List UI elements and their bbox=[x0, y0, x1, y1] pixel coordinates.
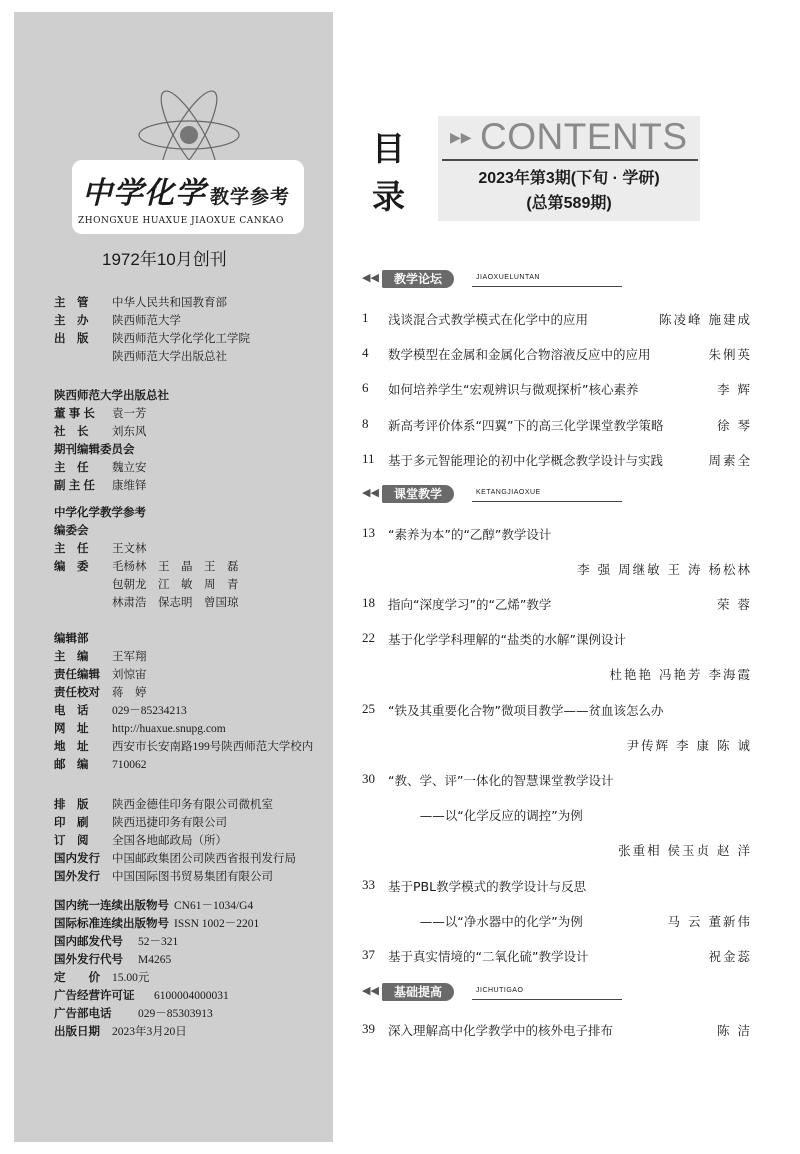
info-row: 国外发行代号 M4265 bbox=[54, 954, 172, 966]
info-row: 订 阅 全国各地邮政局（所） bbox=[54, 835, 227, 847]
article-title: “铁及其重要化合物”微项目教学——贫血该怎么办 bbox=[388, 703, 664, 718]
page-number: 4 bbox=[362, 345, 369, 360]
article-subtitle: ——以“化学反应的调控”为例 bbox=[388, 808, 583, 823]
page-number: 22 bbox=[362, 630, 375, 645]
article-authors: 周素全 bbox=[708, 453, 752, 468]
info-row: 国外发行 中国国际图书贸易集团有限公司 bbox=[54, 871, 273, 883]
info-row: 出 版 陕西师范大学化学化工学院 bbox=[54, 333, 250, 345]
info-row: 定 价 15.00元 bbox=[54, 972, 150, 984]
page-number: 18 bbox=[362, 595, 375, 610]
info-row: 责任校对 蒋 婷 bbox=[54, 687, 147, 699]
divider bbox=[472, 999, 622, 1000]
info-row: 网 址 http://huaxue.snupg.com bbox=[54, 723, 226, 735]
info-row: 出版日期 2023年3月20日 bbox=[54, 1026, 187, 1038]
article-subtitle: ——以“净水器中的化学”为例 bbox=[388, 914, 583, 929]
info-row: 国内统一连续出版物号 CN61－1034/G4 bbox=[54, 900, 254, 912]
double-arrow-icon: ◀◀ bbox=[362, 271, 379, 284]
article-authors: 陈凌峰 施建成 bbox=[659, 312, 752, 327]
logo-title: 中学化学 教学参考 bbox=[82, 176, 291, 211]
section-title: 基础提高 bbox=[382, 983, 454, 1001]
info-row: 责任编辑 刘惊宙 bbox=[54, 669, 147, 681]
page-number: 6 bbox=[362, 380, 369, 395]
double-arrow-icon: ◀◀ bbox=[362, 984, 379, 997]
info-row: 排 版 陕西金德佳印务有限公司微机室 bbox=[54, 799, 273, 811]
issue-number: 2023年第3期(下旬 · 学研) bbox=[478, 170, 660, 187]
info-row: 陕西师范大学出版总社 bbox=[112, 351, 227, 363]
founded-date: 1972年10月创刊 bbox=[102, 250, 227, 269]
double-arrow-icon: ▶▶ bbox=[450, 130, 472, 146]
toc-heading-char: 目 bbox=[372, 129, 405, 168]
page-number: 13 bbox=[362, 525, 375, 540]
info-row: 主 办 陕西师范大学 bbox=[54, 315, 181, 327]
article-title: 指向“深度学习”的“乙烯”教学 bbox=[388, 597, 552, 612]
page-number: 30 bbox=[362, 771, 375, 786]
article-title: 基于PBL教学模式的教学设计与反思 bbox=[388, 879, 587, 894]
info-row: 地 址 西安市长安南路199号陕西师范大学校内 bbox=[54, 741, 314, 753]
info-row: 主 管 中华人民共和国教育部 bbox=[54, 297, 227, 309]
article-title: 数学模型在金属和金属化合物溶液反应中的应用 bbox=[388, 347, 651, 362]
article-authors: 荣 蓉 bbox=[717, 597, 752, 612]
divider bbox=[472, 286, 622, 287]
double-arrow-icon: ◀◀ bbox=[362, 486, 379, 499]
publisher-info bbox=[54, 294, 250, 366]
info-heading: 陕西师范大学出版总社 bbox=[54, 390, 169, 402]
contents-header bbox=[438, 116, 700, 221]
article-title: 深入理解高中化学教学中的核外电子排布 bbox=[388, 1023, 614, 1038]
section-header bbox=[362, 485, 622, 505]
section-header bbox=[362, 270, 622, 290]
section-header bbox=[362, 983, 622, 1003]
editorial-board bbox=[54, 504, 239, 612]
info-row: 印 刷 陕西迅捷印务有限公司 bbox=[54, 817, 227, 829]
page-number: 11 bbox=[362, 451, 375, 466]
journal-logo bbox=[72, 160, 304, 234]
article-title: “素养为本”的“乙醇”教学设计 bbox=[388, 527, 552, 542]
info-row: 广告部电话 029－85303913 bbox=[54, 1008, 213, 1020]
info-row: 广告经营许可证 6100004000031 bbox=[54, 990, 229, 1002]
page-number: 1 bbox=[362, 310, 369, 325]
info-row: 林肃浩 保志明 曾国琼 bbox=[112, 597, 239, 609]
article-authors: 马 云 董新伟 bbox=[667, 914, 752, 929]
divider bbox=[442, 159, 698, 161]
section-pinyin: KETANGJIAOXUE bbox=[476, 489, 541, 496]
info-row: 主 编 王军翔 bbox=[54, 651, 147, 663]
issue-total: (总第589期) bbox=[526, 195, 612, 212]
info-heading: 编委会 bbox=[54, 525, 89, 537]
press-info bbox=[54, 387, 169, 495]
info-row: 主 任 魏立安 bbox=[54, 462, 147, 474]
divider bbox=[472, 501, 622, 502]
info-row: 董 事 长 袁一芳 bbox=[54, 408, 147, 420]
info-row: 电 话 029－85234213 bbox=[54, 705, 187, 717]
info-row: 社 长 刘东风 bbox=[54, 426, 147, 438]
article-authors: 李 强 周继敏 王 涛 杨松林 bbox=[577, 562, 752, 577]
info-heading: 编辑部 bbox=[54, 633, 89, 645]
page-number: 8 bbox=[362, 416, 369, 431]
article-title: 如何培养学生“宏观辨识与微观探析”核心素养 bbox=[388, 382, 639, 397]
section-pinyin: JIAOXUELUNTAN bbox=[476, 274, 540, 281]
page-number: 33 bbox=[362, 877, 375, 892]
article-authors: 尹传辉 李 康 陈 诚 bbox=[626, 738, 752, 753]
info-row: 包朝龙 江 敏 周 青 bbox=[112, 579, 239, 591]
section-title: 教学论坛 bbox=[382, 270, 454, 288]
editorial-office bbox=[54, 630, 313, 774]
info-row: 国内邮发代号 52－321 bbox=[54, 936, 179, 948]
registration-info bbox=[54, 897, 259, 1041]
article-authors: 朱俐英 bbox=[708, 347, 752, 362]
section-title: 课堂教学 bbox=[382, 485, 454, 503]
toc-heading bbox=[372, 125, 405, 221]
article-authors: 张重相 侯玉贞 赵 洋 bbox=[618, 843, 752, 858]
article-title: 浅谈混合式教学模式在化学中的应用 bbox=[388, 312, 589, 327]
article-title: 新高考评价体系“四翼”下的高三化学课堂教学策略 bbox=[388, 418, 664, 433]
masthead-sidebar bbox=[14, 12, 333, 1142]
printing-info bbox=[54, 796, 296, 886]
info-row: 国际标准连续出版物号 ISSN 1002－2201 bbox=[54, 918, 260, 930]
page-number: 39 bbox=[362, 1021, 375, 1036]
info-row: 副 主 任 康维铎 bbox=[54, 480, 147, 492]
article-title: “教、学、评”一体化的智慧课堂教学设计 bbox=[388, 773, 614, 788]
info-row: 编 委 毛杨林 王 晶 王 磊 bbox=[54, 561, 239, 573]
article-authors: 陈 洁 bbox=[717, 1023, 752, 1038]
article-title: 基于多元智能理论的初中化学概念教学设计与实践 bbox=[388, 453, 664, 468]
page-number: 37 bbox=[362, 947, 375, 962]
article-authors: 李 辉 bbox=[717, 382, 752, 397]
contents-title: CONTENTS bbox=[480, 116, 688, 157]
article-title: 基于化学学科理解的“盐类的水解”课例设计 bbox=[388, 632, 626, 647]
info-row: 国内发行 中国邮政集团公司陕西省报刊发行局 bbox=[54, 853, 296, 865]
page-number: 25 bbox=[362, 701, 375, 716]
article-title: 基于真实情境的“二氧化硫”教学设计 bbox=[388, 949, 589, 964]
article-authors: 祝金蕊 bbox=[708, 949, 752, 964]
section-pinyin: JICHUTIGAO bbox=[476, 987, 524, 994]
info-heading: 期刊编辑委员会 bbox=[54, 444, 135, 456]
toc-heading-char: 录 bbox=[372, 177, 405, 216]
info-heading: 中学化学教学参考 bbox=[54, 507, 146, 519]
logo-pinyin: ZHONGXUE HUAXUE JIAOXUE CANKAO bbox=[78, 216, 284, 226]
info-row: 主 任 王文林 bbox=[54, 543, 147, 555]
info-row: 邮 编 710062 bbox=[54, 759, 147, 771]
article-authors: 徐 琴 bbox=[717, 418, 752, 433]
article-authors: 杜艳艳 冯艳芳 李海霞 bbox=[609, 667, 752, 682]
